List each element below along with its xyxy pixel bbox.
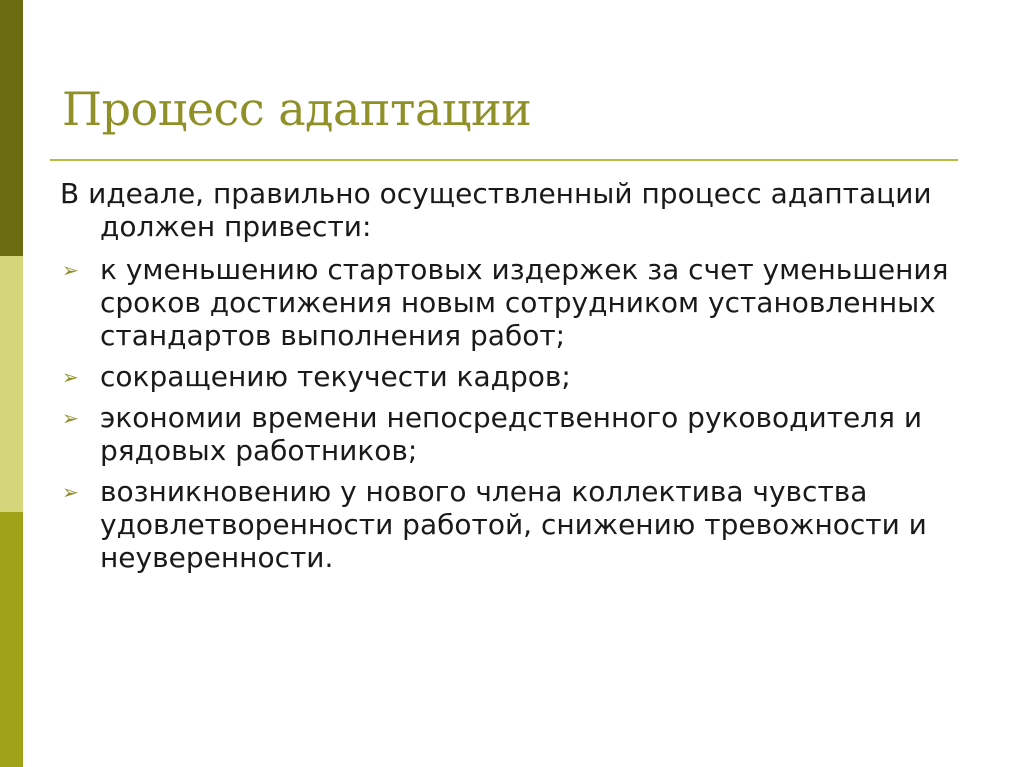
bullet-item	[60, 475, 980, 574]
bullet-item	[60, 253, 980, 352]
bullet-text: сокращению текучести кадров;	[100, 360, 571, 393]
bullet-list	[60, 253, 980, 574]
bullet-text: возникновению у нового члена коллектива чувства удовлетворенности работой, снижению тревожности и неуверенности.	[100, 475, 927, 574]
slide-body	[60, 177, 980, 582]
chevron-right-icon: ➢	[62, 365, 79, 389]
bullet-text: к уменьшению стартовых издержек за счет уменьшения сроков достижения новым сотрудником установленных стандартов выполнения работ;	[100, 253, 949, 352]
intro-paragraph: В идеале, правильно осуществленный процесс адаптации должен привести:	[60, 177, 932, 243]
bullet-item	[60, 401, 980, 467]
chevron-right-icon: ➢	[62, 406, 79, 430]
chevron-right-icon: ➢	[62, 258, 79, 282]
side-bar-bottom-segment	[0, 512, 23, 767]
title-underline	[50, 159, 958, 161]
chevron-right-icon: ➢	[62, 480, 79, 504]
side-accent-bar	[0, 0, 23, 767]
slide-title: Процесс адаптации	[62, 82, 532, 136]
side-bar-top-segment	[0, 0, 23, 256]
bullet-text: экономии времени непосредственного руководителя и рядовых работников;	[100, 401, 923, 467]
bullet-item	[60, 360, 980, 393]
side-bar-middle-segment	[0, 256, 23, 512]
